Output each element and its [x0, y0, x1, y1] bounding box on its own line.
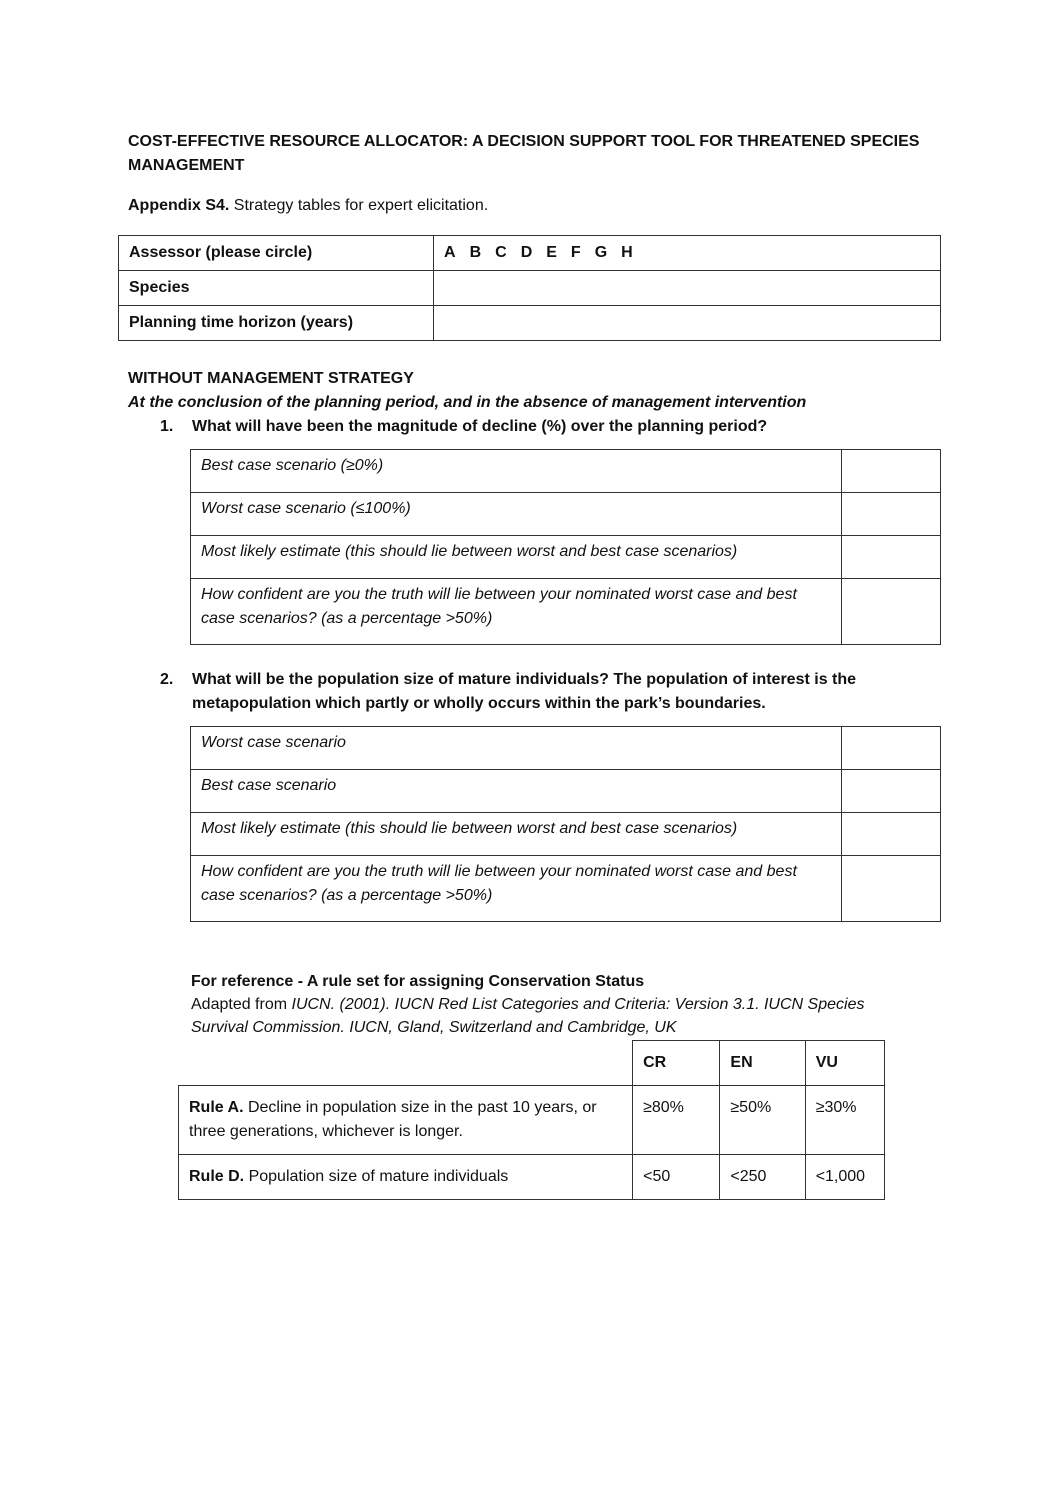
- column-header-en: EN: [720, 1041, 805, 1086]
- appendix-caption: [128, 194, 488, 218]
- appendix-text: Strategy tables for expert elicitation.: [229, 197, 489, 214]
- assessor-option-b[interactable]: B: [469, 244, 482, 261]
- assessor-option-f[interactable]: F: [570, 244, 581, 261]
- planning-horizon-label: Planning time horizon (years): [119, 306, 434, 341]
- rule-a-name: Rule A.: [189, 1099, 244, 1116]
- question-1: [160, 415, 940, 441]
- assessor-option-h[interactable]: H: [621, 244, 633, 261]
- answer-field[interactable]: [842, 579, 941, 645]
- assessor-option-d[interactable]: D: [520, 244, 533, 261]
- species-field[interactable]: [434, 271, 941, 306]
- rule-d-en: <250: [720, 1155, 805, 1200]
- rule-a-cell: [179, 1086, 633, 1155]
- table-row: [191, 856, 941, 922]
- rule-d-cell: [179, 1155, 633, 1200]
- assessor-option-e[interactable]: E: [546, 244, 557, 261]
- rule-a-vu: ≥30%: [805, 1086, 884, 1155]
- planning-horizon-field[interactable]: [434, 306, 941, 341]
- row-label: How confident are you the truth will lie between your nominated worst case and best case scenarios? (as a percentage >50%): [191, 579, 842, 645]
- table-row: [119, 271, 941, 306]
- reference-source-prefix: Adapted from: [191, 996, 292, 1013]
- answer-field[interactable]: [842, 856, 941, 922]
- assessor-option-c[interactable]: C: [495, 244, 507, 261]
- table-row: [119, 306, 941, 341]
- row-label: Worst case scenario: [191, 727, 842, 770]
- section-heading: WITHOUT MANAGEMENT STRATEGY: [128, 370, 414, 387]
- conservation-status-table: [178, 1040, 885, 1200]
- assessor-option-g[interactable]: G: [594, 244, 608, 261]
- question-2-text: What will be the population size of mature individuals? The population of interest is the metapopulation which partly or wholly occurs within the park’s boundaries.: [192, 671, 857, 712]
- question-1-text: What will have been the magnitude of decline (%) over the planning period?: [192, 418, 768, 435]
- assessor-label: Assessor (please circle): [119, 236, 434, 271]
- rule-a-cr: ≥80%: [633, 1086, 720, 1155]
- table-row: [191, 579, 941, 645]
- answer-field[interactable]: [842, 493, 941, 536]
- section-subheading: At the conclusion of the planning period, and in the absence of management intervention: [128, 394, 807, 411]
- row-label: Best case scenario (≥0%): [191, 450, 842, 493]
- table-row: [191, 727, 941, 770]
- row-label: How confident are you the truth will lie between your nominated worst case and best case scenarios? (as a percentage >50%): [191, 856, 842, 922]
- rule-d-name: Rule D.: [189, 1168, 245, 1185]
- assessor-info-table: [118, 235, 941, 341]
- document-title: COST-EFFECTIVE RESOURCE ALLOCATOR: A DECISION SUPPORT TOOL FOR THREATENED SPECIES MANAGEMENT: [128, 133, 920, 174]
- table-row: [191, 536, 941, 579]
- row-label: Worst case scenario (≤100%): [191, 493, 842, 536]
- answer-field[interactable]: [842, 770, 941, 813]
- empty-header-cell: [179, 1041, 633, 1086]
- column-header-cr: CR: [633, 1041, 720, 1086]
- question-2: [160, 668, 940, 718]
- table-row: [191, 770, 941, 813]
- reference-heading: For reference - A rule set for assigning Conservation Status: [191, 973, 645, 990]
- row-label: Most likely estimate (this should lie between worst and best case scenarios): [191, 536, 842, 579]
- question-1-number: 1.: [160, 418, 174, 435]
- row-label: Most likely estimate (this should lie between worst and best case scenarios): [191, 813, 842, 856]
- column-header-vu: VU: [805, 1041, 884, 1086]
- reference-citation: IUCN. (2001). IUCN Red List Categories and Criteria: Version 3.1. IUCN Species Survival Commission. IUCN, Gland, Switzerland and Cambridge, UK: [191, 996, 865, 1036]
- species-label: Species: [119, 271, 434, 306]
- appendix-label: Appendix S4.: [128, 197, 230, 214]
- answer-field[interactable]: [842, 727, 941, 770]
- reference-source: [191, 993, 871, 1039]
- rule-d-description: Population size of mature individuals: [244, 1168, 509, 1185]
- table-row: [191, 450, 941, 493]
- question-1-table: [190, 449, 941, 645]
- table-row: [191, 813, 941, 856]
- assessor-option-a[interactable]: A: [444, 244, 456, 261]
- row-label: Best case scenario: [191, 770, 842, 813]
- table-row: [179, 1155, 885, 1200]
- table-row: [179, 1086, 885, 1155]
- table-header-row: [179, 1041, 885, 1086]
- rule-a-en: ≥50%: [720, 1086, 805, 1155]
- assessor-options: [434, 236, 941, 271]
- answer-field[interactable]: [842, 536, 941, 579]
- answer-field[interactable]: [842, 813, 941, 856]
- table-row: [191, 493, 941, 536]
- rule-d-cr: <50: [633, 1155, 720, 1200]
- rule-d-vu: <1,000: [805, 1155, 884, 1200]
- question-2-number: 2.: [160, 671, 174, 688]
- answer-field[interactable]: [842, 450, 941, 493]
- table-row: [119, 236, 941, 271]
- rule-a-description: Decline in population size in the past 10 years, or three generations, whichever is longer.: [189, 1099, 597, 1140]
- question-2-table: [190, 726, 941, 922]
